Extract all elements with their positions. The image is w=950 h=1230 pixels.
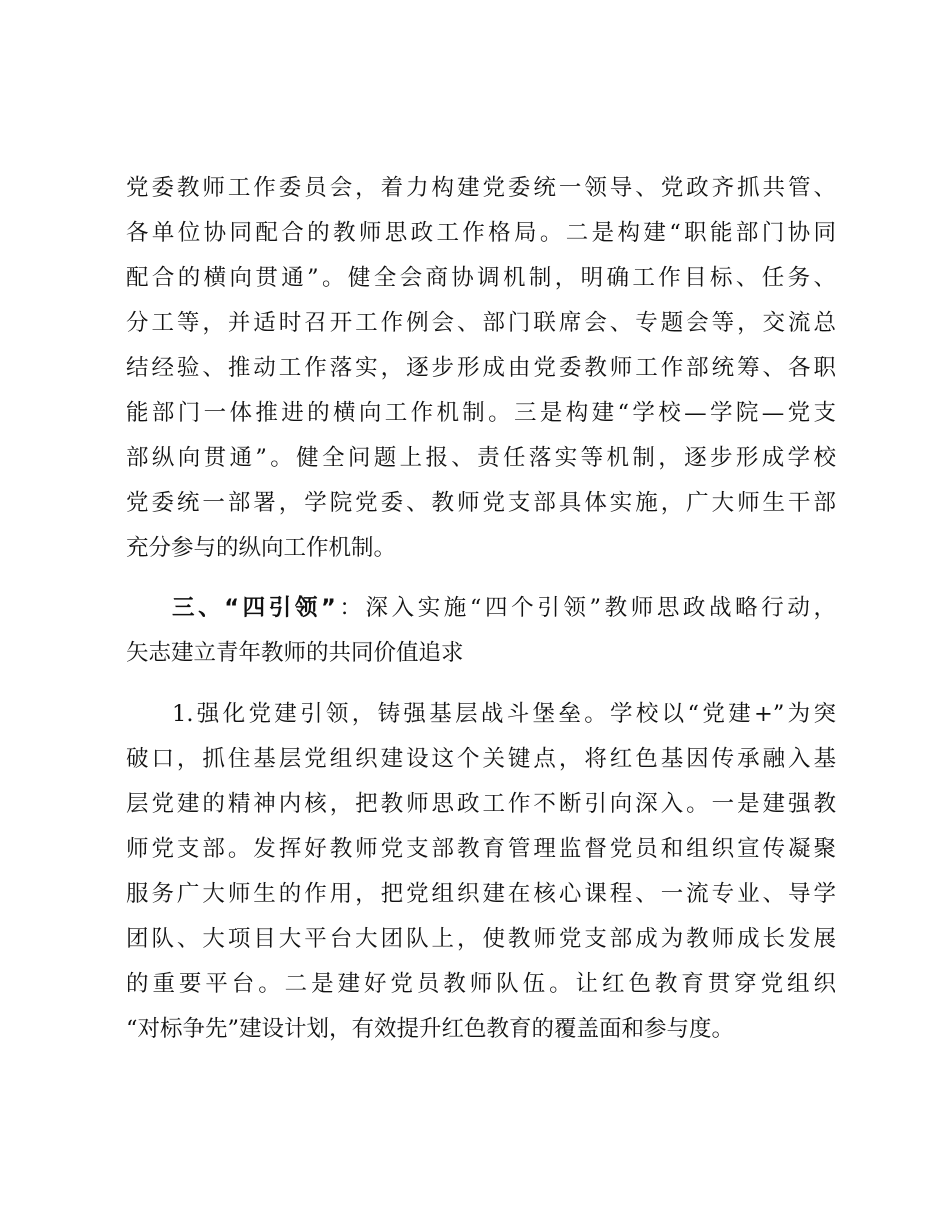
section3-heading-line-2: 矢志建立青年教师的共同价值追求: [126, 640, 464, 666]
paragraph1-line-5: 结经验、推动工作落实，逐步形成由党委教师工作部统筹、各职: [126, 355, 836, 381]
paragraph1-line-1: 党委教师工作委员会，着力构建党委统一领导、党政齐抓共管、: [126, 175, 836, 201]
paragraph1-line-6: 能部门一体推进的横向工作机制。三是构建“学校—学院—党支: [126, 400, 836, 426]
paragraph2-line-6: 团队、大项目大平台大团队上，使教师党支部成为教师成长发展: [126, 926, 836, 952]
paragraph2-line-1: 1.强化党建引领，铸强基层战斗堡垒。学校以“党建+”为突: [172, 701, 836, 727]
section3-heading-bold: 三、“四引领”: [172, 595, 336, 621]
section3-heading-rest: ：深入实施“四个引领”教师思政战略行动，: [335, 595, 836, 621]
paragraph2-line-8: “对标争先”建设计划，有效提升红色教育的覆盖面和参与度。: [126, 1016, 735, 1042]
paragraph2-line-2: 破口，抓住基层党组织建设这个关键点，将红色基因传承融入基: [126, 746, 836, 772]
paragraph1-line-9: 充分参与的纵向工作机制。: [126, 535, 397, 561]
paragraph1-line-2: 各单位协同配合的教师思政工作格局。二是构建“职能部门协同: [126, 220, 836, 246]
paragraph2-line-7: 的重要平台。二是建好党员教师队伍。让红色教育贯穿党组织: [126, 971, 836, 997]
paragraph1-line-7: 部纵向贯通”。健全问题上报、责任落实等机制，逐步形成学校: [126, 445, 836, 471]
paragraph2-line-4: 师党支部。发挥好教师党支部教育管理监督党员和组织宣传凝聚: [126, 836, 836, 862]
paragraph1-line-4: 分工等，并适时召开工作例会、部门联席会、专题会等，交流总: [126, 310, 836, 336]
paragraph1-line-3: 配合的横向贯通”。健全会商协调机制，明确工作目标、任务、: [126, 265, 836, 291]
paragraph2-line-5: 服务广大师生的作用，把党组织建在核心课程、一流专业、导学: [126, 881, 836, 907]
paragraph1-line-8: 党委统一部署，学院党委、教师党支部具体实施，广大师生干部: [126, 490, 836, 516]
section3-heading-line-1: [172, 593, 836, 623]
paragraph2-line-3: 层党建的精神内核，把教师思政工作不断引向深入。一是建强教: [126, 791, 836, 817]
